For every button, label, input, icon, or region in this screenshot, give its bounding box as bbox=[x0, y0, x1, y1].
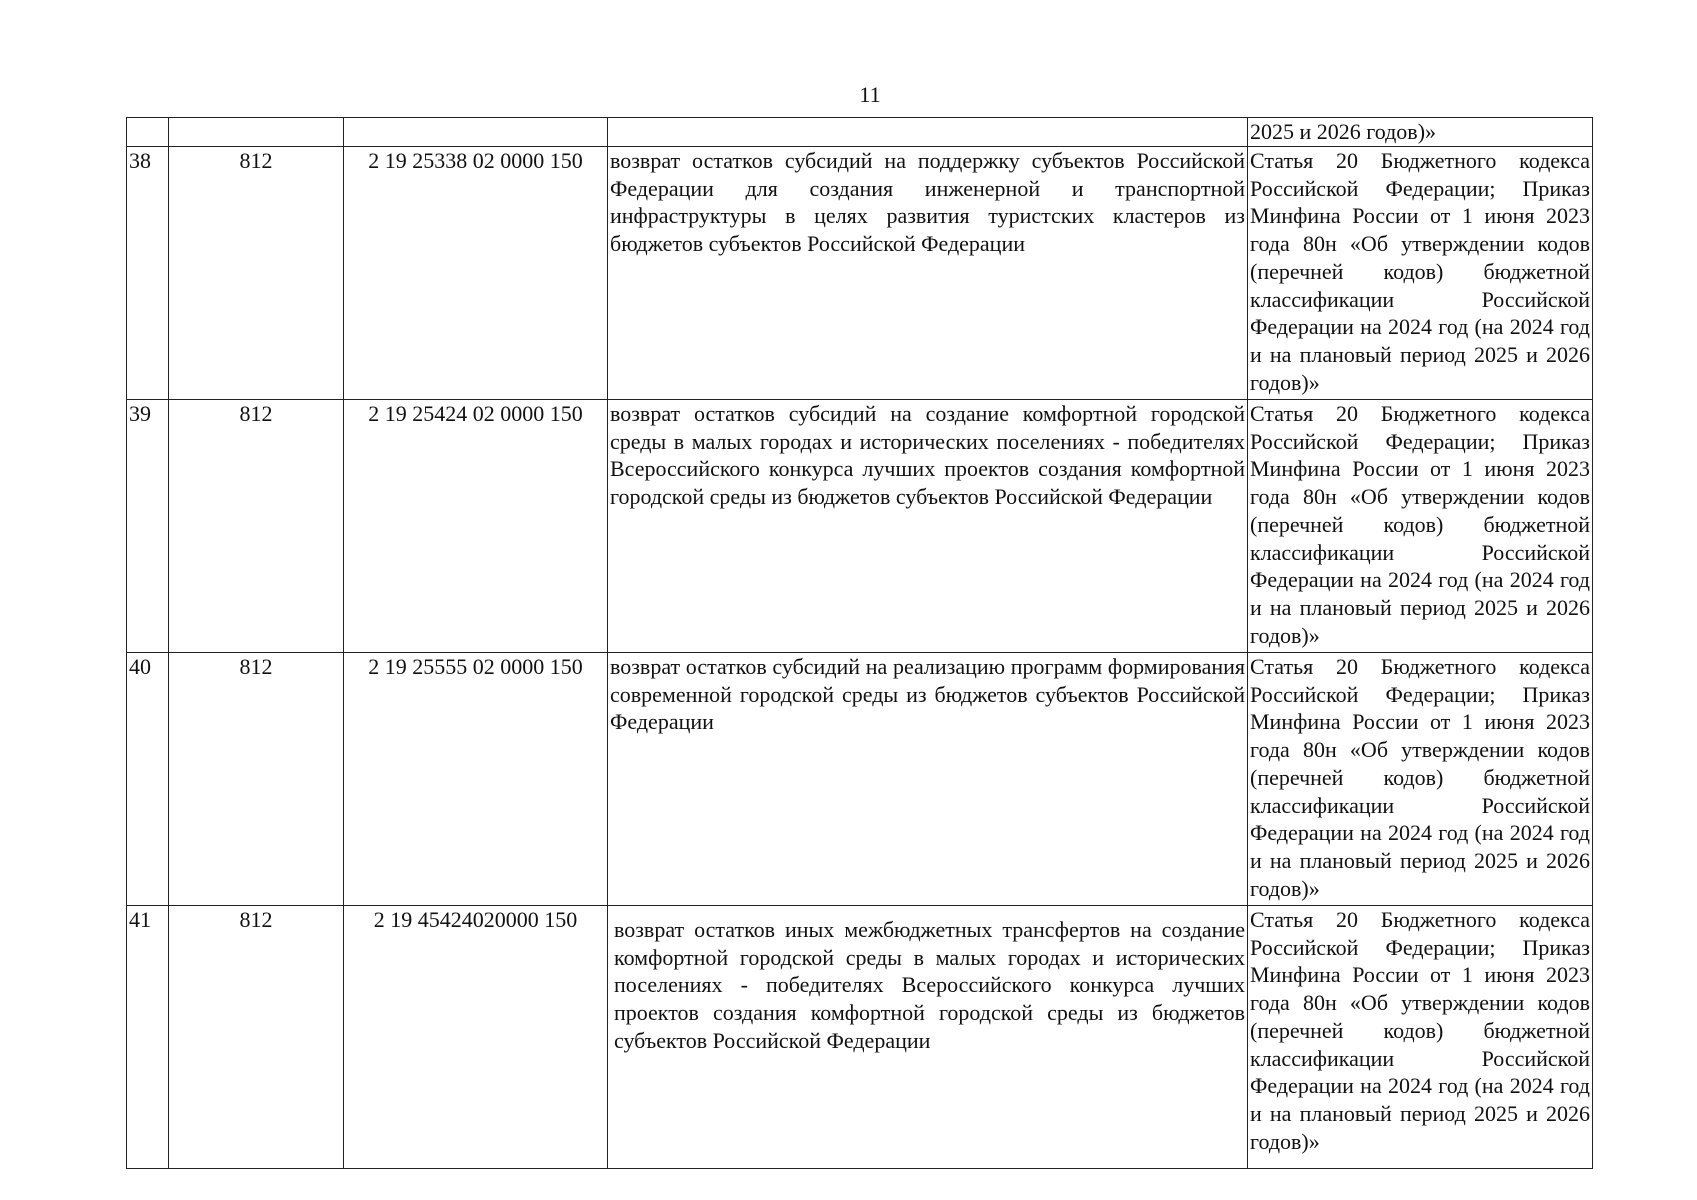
row-number: 39 bbox=[127, 400, 169, 653]
table-row bbox=[127, 400, 1593, 653]
legal-basis: Статья 20 Бюджетного кодекса Российской Федерации; Приказ Минфина России от 1 июня 2023 года 80н «Об утверждении кодов (перечней кодов) бюджетной классификации Российской Федерации на 2024 год (на 2024 год и на плановый период 2025 и 2026 годов)» bbox=[1248, 400, 1593, 653]
legal-basis: Статья 20 Бюджетного кодекса Российской Федерации; Приказ Минфина России от 1 июня 2023 года 80н «Об утверждении кодов (перечней кодов) бюджетной классификации Российской Федерации на 2024 год (на 2024 год и на плановый период 2025 и 2026 годов)» bbox=[1248, 906, 1593, 1169]
income-type-name: возврат остатков субсидий на реализацию программ формирования современной городской среды из бюджетов субъектов Российской Федерации bbox=[608, 653, 1248, 906]
cell-admin bbox=[169, 118, 344, 147]
legal-basis: Статья 20 Бюджетного кодекса Российской Федерации; Приказ Минфина России от 1 июня 2023 года 80н «Об утверждении кодов (перечней кодов) бюджетной классификации Российской Федерации на 2024 год (на 2024 год и на плановый период 2025 и 2026 годов)» bbox=[1248, 147, 1593, 400]
row-number: 38 bbox=[127, 147, 169, 400]
budget-classification-code: 2 19 45424020000 150 bbox=[344, 906, 608, 1169]
administrator-code: 812 bbox=[169, 147, 344, 400]
row-number: 41 bbox=[127, 906, 169, 1169]
cell-name bbox=[608, 118, 1248, 147]
administrator-code: 812 bbox=[169, 906, 344, 1169]
cell-code bbox=[344, 118, 608, 147]
budget-codes-table bbox=[126, 117, 1593, 1169]
table-row bbox=[127, 906, 1593, 1169]
administrator-code: 812 bbox=[169, 400, 344, 653]
table-row bbox=[127, 147, 1593, 400]
cell-num bbox=[127, 118, 169, 147]
income-type-name: возврат остатков субсидий на создание комфортной городской среды в малых городах и исторических поселениях - победителях Всероссийского конкурса лучших проектов создания комфортной городской среды из бюджетов субъектов Российской Федерации bbox=[608, 400, 1248, 653]
income-type-name: возврат остатков субсидий на поддержку субъектов Российской Федерации для создания инженерной и транспортной инфраструктуры в целях развития туристских кластеров из бюджетов субъектов Российской Федерации bbox=[608, 147, 1248, 400]
budget-classification-code: 2 19 25338 02 0000 150 bbox=[344, 147, 608, 400]
cell-basis: 2025 и 2026 годов)» bbox=[1248, 118, 1593, 147]
administrator-code: 812 bbox=[169, 653, 344, 906]
income-type-name: возврат остатков иных межбюджетных трансфертов на создание комфортной городской среды в малых городах и исторических поселениях - победителях Всероссийского конкурса лучших проектов создания комфортной городской среды из бюджетов субъектов Российской Федерации bbox=[608, 906, 1248, 1169]
page-number: 11 bbox=[859, 82, 881, 107]
budget-classification-code: 2 19 25424 02 0000 150 bbox=[344, 400, 608, 653]
table-row bbox=[127, 653, 1593, 906]
row-number: 40 bbox=[127, 653, 169, 906]
legal-basis: Статья 20 Бюджетного кодекса Российской Федерации; Приказ Минфина России от 1 июня 2023 года 80н «Об утверждении кодов (перечней кодов) бюджетной классификации Российской Федерации на 2024 год (на 2024 год и на плановый период 2025 и 2026 годов)» bbox=[1248, 653, 1593, 906]
table-row-continuation bbox=[127, 118, 1593, 147]
budget-classification-code: 2 19 25555 02 0000 150 bbox=[344, 653, 608, 906]
